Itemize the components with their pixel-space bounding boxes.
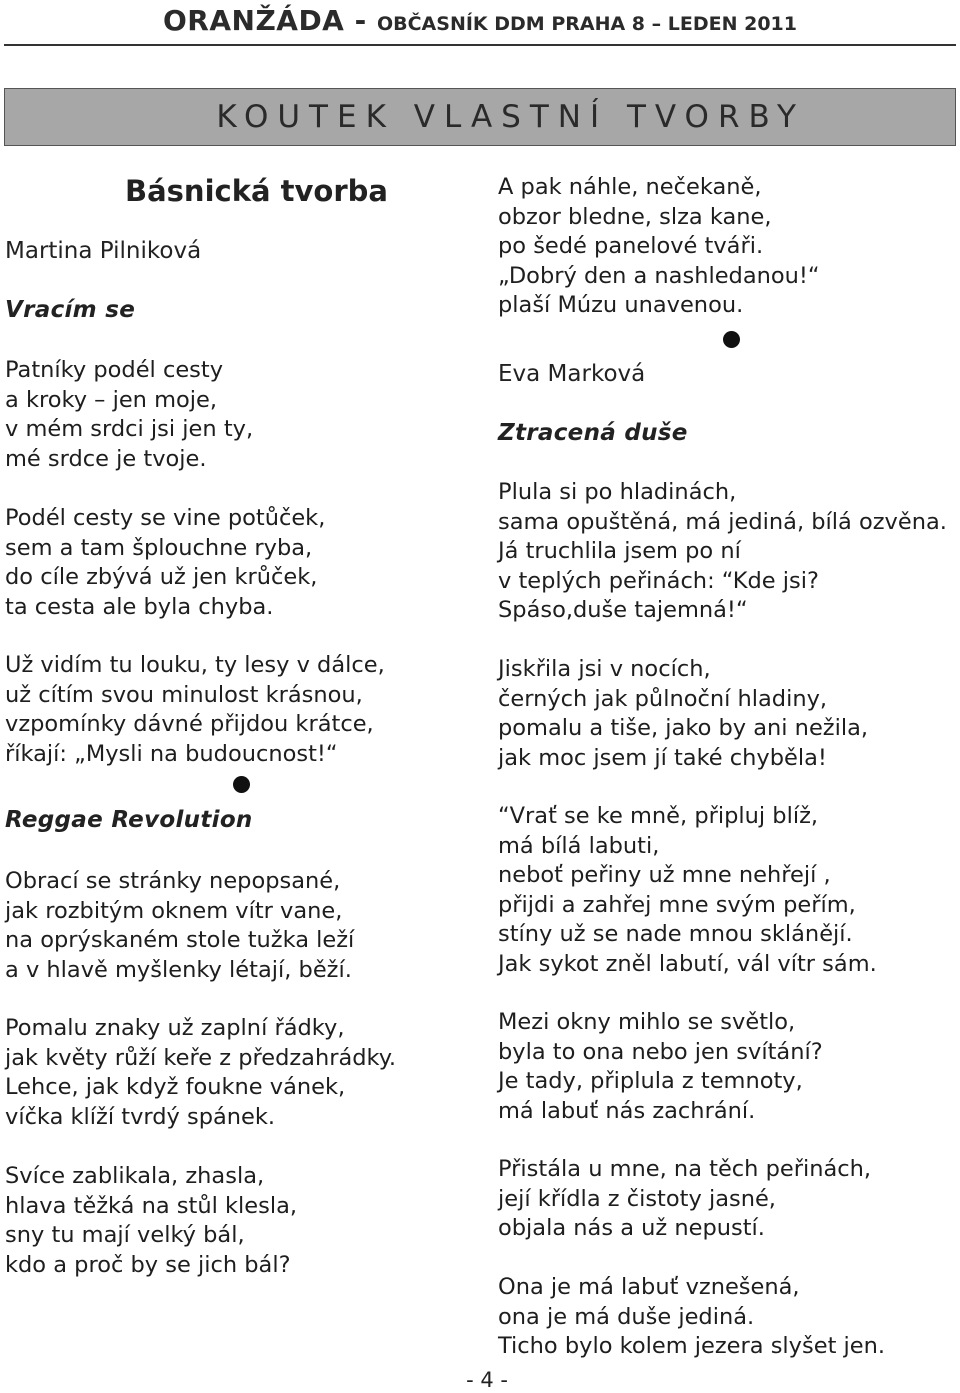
header-rule	[4, 44, 956, 46]
verse-line: Ticho bylo kolem jezera slyšet jen.	[498, 1333, 886, 1359]
stanza	[5, 504, 325, 622]
verse-line: sama opuštěná, má jediná, bílá ozvěna.	[498, 508, 947, 535]
verse-line: kdo a proč by se jich bál?	[5, 1251, 291, 1278]
verse-line: a v hlavě myšlenky létají, běží.	[5, 956, 352, 983]
verse-line: Plula si po hladinách,	[498, 479, 737, 505]
verse-line: Ona je má labuť vznešená,	[498, 1274, 800, 1300]
verse-line: Mezi okny mihlo se světlo,	[498, 1009, 796, 1035]
verse-line: v teplých peřinách: “Kde jsi?	[498, 567, 819, 594]
verse-line: jak moc jsem jí také chyběla!	[498, 744, 827, 771]
verse-line: plaší Múzu unavenou.	[498, 292, 744, 318]
stanza	[5, 651, 385, 769]
section-title: Básnická tvorba	[125, 174, 388, 208]
verse-line: ona je má duše jediná.	[498, 1303, 755, 1330]
verse-line: Je tady, připlula z temnoty,	[498, 1068, 803, 1094]
poem-title-reggae-revolution: Reggae Revolution	[5, 807, 253, 833]
verse-line: objala nás a už nepustí.	[498, 1215, 765, 1241]
verse-line: A pak náhle, nečekaně,	[498, 174, 762, 200]
stanza	[498, 1273, 885, 1362]
verse-line: neboť peřiny už mne nehřejí ,	[498, 862, 831, 888]
verse-line: pomalu a tiše, jako by ani nežila,	[498, 715, 869, 741]
verse-line: říkají: „Mysli na budoucnost!“	[5, 740, 338, 767]
stanza-continuation	[498, 173, 820, 321]
verse-line: sem a tam šplouchne ryba,	[5, 534, 313, 561]
verse-line: hlava těžká na stůl klesla,	[5, 1192, 298, 1219]
verse-line: černých jak půlnoční hladiny,	[498, 685, 828, 712]
banner-title: KOUTEK VLASTNÍ TVORBY	[216, 99, 805, 135]
verse-line: jak rozbitým oknem vítr vane,	[5, 897, 343, 924]
verse-line: už cítím svou minulost krásnou,	[5, 681, 363, 708]
bullet-divider	[723, 331, 740, 348]
stanza	[498, 1155, 871, 1244]
verse-line: Už vidím tu louku, ty lesy v dálce,	[5, 652, 385, 678]
verse-line: byla to ona nebo jen svítání?	[498, 1038, 823, 1065]
section-banner	[4, 88, 956, 146]
masthead	[0, 4, 960, 37]
poem-title-ztracena-duse: Ztracená duše	[498, 420, 688, 446]
stanza	[498, 802, 877, 979]
author-markova: Eva Marková	[498, 361, 646, 387]
verse-line: „Dobrý den a nashledanou!“	[498, 262, 820, 289]
stanza	[5, 356, 253, 474]
verse-line: Spáso,duše tajemná!“	[498, 597, 748, 623]
verse-line: “Vrať se ke mně, připluj blíž,	[498, 803, 819, 829]
verse-line: Pomalu znaky už zaplní řádky,	[5, 1015, 345, 1041]
verse-line: a kroky – jen moje,	[5, 386, 218, 413]
verse-line: její křídla z čistoty jasné,	[498, 1185, 776, 1212]
author-pilnikova: Martina Pilniková	[5, 238, 202, 264]
verse-line: obzor bledne, slza kane,	[498, 203, 772, 230]
bullet-divider	[233, 776, 250, 793]
stanza	[5, 867, 354, 985]
verse-line: do cíle zbývá už jen krůček,	[5, 564, 318, 590]
verse-line: jak květy růží keře z předzahrádky.	[5, 1044, 397, 1071]
stanza	[5, 1014, 396, 1132]
verse-line: Podél cesty se vine potůček,	[5, 505, 326, 531]
masthead-separator: -	[344, 4, 377, 37]
verse-line: Jak sykot zněl labutí, vál vítr sám.	[498, 950, 877, 977]
verse-line: Přistála u mne, na těch peřinách,	[498, 1156, 872, 1182]
stanza	[498, 655, 868, 773]
verse-line: Svíce zablikala, zhasla,	[5, 1163, 265, 1189]
verse-line: vzpomínky dávné přijdou krátce,	[5, 711, 374, 737]
verse-line: Obrací se stránky nepopsané,	[5, 868, 341, 894]
stanza	[498, 1008, 823, 1126]
stanza	[498, 478, 947, 626]
magazine-subtitle: OBČASNÍK DDM PRAHA 8 – LEDEN 2011	[376, 13, 797, 35]
verse-line: víčka klíží tvrdý spánek.	[5, 1103, 276, 1130]
poem-title-vracim-se: Vracím se	[5, 297, 136, 323]
stanza	[5, 1162, 297, 1280]
magazine-name: ORANŽÁDA	[163, 4, 345, 37]
verse-line: v mém srdci jsi jen ty,	[5, 416, 254, 442]
verse-line: po šedé panelové tváři.	[498, 233, 764, 259]
verse-line: má bílá labuti,	[498, 832, 660, 859]
verse-line: sny tu mají velký bál,	[5, 1222, 245, 1248]
verse-line: mé srdce je tvoje.	[5, 445, 207, 472]
verse-line: stíny už se nade mnou sklánějí.	[498, 921, 853, 947]
verse-line: Já truchlila jsem po ní	[498, 538, 741, 564]
verse-line: Lehce, jak když foukne vánek,	[5, 1074, 346, 1100]
verse-line: ta cesta ale byla chyba.	[5, 593, 274, 620]
verse-line: přijdi a zahřej mne svým peřím,	[498, 891, 856, 918]
verse-line: Patníky podél cesty	[5, 357, 224, 383]
verse-line: Jiskřila jsi v nocích,	[498, 656, 711, 682]
verse-line: na oprýskaném stole tužka leží	[5, 927, 355, 953]
page-number: - 4 -	[466, 1368, 508, 1392]
verse-line: má labuť nás zachrání.	[498, 1097, 756, 1124]
